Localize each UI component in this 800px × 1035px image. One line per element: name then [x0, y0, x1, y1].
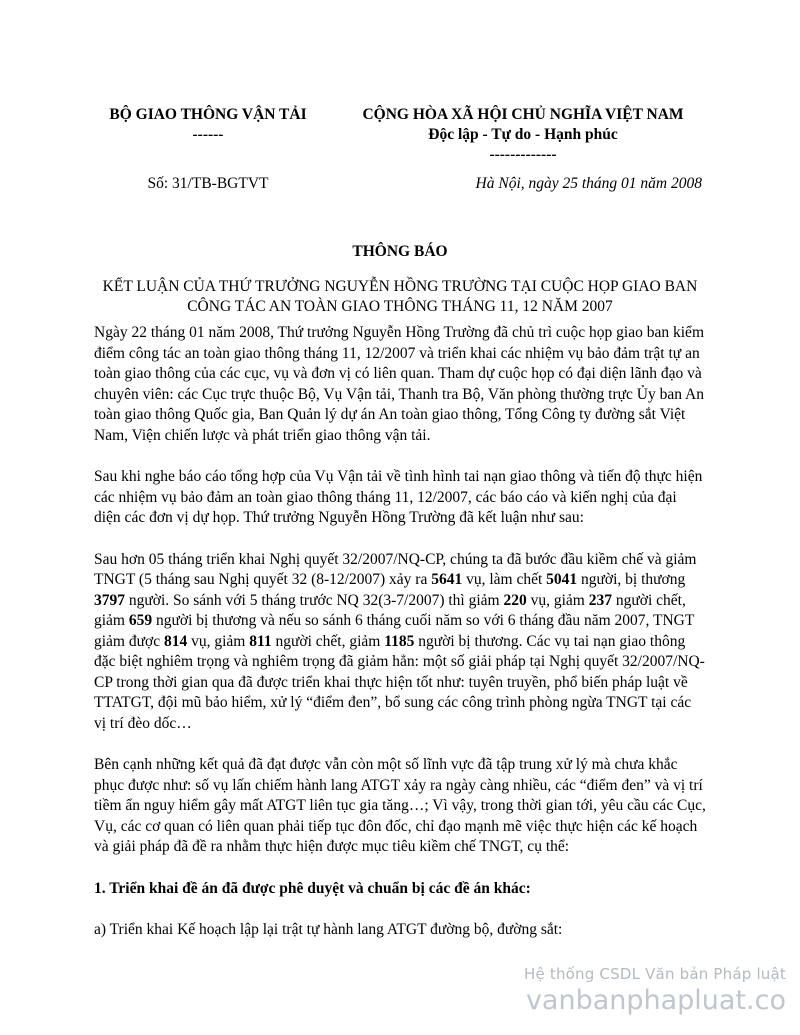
- statistic-value: 1185: [384, 632, 415, 650]
- national-motto: [340, 105, 706, 165]
- site-watermark: [524, 965, 786, 1019]
- text-run: người chết, giảm: [271, 632, 385, 650]
- document-body: [94, 323, 706, 962]
- document-info: [0, 175, 800, 197]
- statistic-value: 659: [128, 612, 153, 629]
- text-run: Sau hơn 05 tháng triển khai Nghị quyết 32/2007/NQ-CP, chúng ta đã bước đầu kiềm chế và giảm TNGT (5 tháng sau Nghị quyết 32 (8-12/2007) xảy ra: [94, 550, 697, 588]
- text-run: người bị thương và nếu so sánh 6 tháng cuối năm so với 6 tháng đầu năm 2007, TNGT giảm được: [94, 612, 695, 650]
- text-run: người, bị thương: [577, 571, 686, 588]
- document-date: Hà Nội, ngày 25 tháng 01 năm 2008: [475, 175, 702, 192]
- watermark-domain: vanbanphapluat.co: [525, 985, 786, 1016]
- motto: Độc lập - Tự do - Hạnh phúc: [428, 126, 618, 143]
- agency-divider: ------: [192, 126, 224, 143]
- document-header: [0, 105, 800, 165]
- text-run: người bị thương. Các vụ tai nạn giao thông đặc biệt nghiêm trọng và nghiêm trọng đã giảm hẳn: một số giải pháp tại Nghị quyết 32/2007/NQ-CP trong thời gian qua đã được triển khai thực hiện tốt như: tuyên truyền, phổ biến pháp luật về TTATGT, đội mũ bảo hiểm, xử lý “điểm đen”, bổ sung các công trình phòng ngừa TNGT tại các vị trí đèo dốc…: [94, 632, 705, 732]
- paragraph-5: a) Triển khai Kế hoạch lập lại trật tự hành lang ATGT đường bộ, đường sắt:: [94, 921, 563, 938]
- agency-name: BỘ GIAO THÔNG VẬN TẢI: [109, 106, 307, 123]
- issuing-agency: [95, 105, 321, 145]
- statistic-value: 237: [588, 591, 612, 609]
- document-subtitle: KẾT LUẬN CỦA THỨ TRƯỞNG NGUYỄN HỒNG TRƯỜNG TẠI CUỘC HỌP GIAO BAN CÔNG TÁC AN TOÀN GIAO THÔNG THÁNG 11, 12 NĂM 2007: [102, 278, 698, 315]
- statistic-value: 5641: [431, 571, 463, 588]
- watermark-caption: Hệ thống CSDL Văn bản Pháp luật: [523, 965, 786, 983]
- paragraph-3: [94, 550, 706, 735]
- text-run: vụ, làm chết: [462, 571, 547, 588]
- statistic-value: 3797: [94, 591, 125, 609]
- statistic-value: 814: [163, 632, 188, 650]
- country-name: CỘNG HÒA XÃ HỘI CHỦ NGHĨA VIỆT NAM: [362, 106, 684, 123]
- text-run: vụ, giảm: [526, 591, 589, 609]
- text-run: vụ, giảm: [187, 632, 250, 650]
- paragraph-1: Ngày 22 tháng 01 năm 2008, Thứ trưởng Nguyễn Hồng Trường đã chủ trì cuộc họp giao ban kiểm điểm công tác an toàn giao thông tháng 11, 12/2007 và triển khai các nhiệm vụ bảo đảm trật tự an toàn giao thông của các cục, vụ và đơn vị có liên quan. Tham dự cuộc họp có đại diện lãnh đạo và chuyên viên: các Cục trực thuộc Bộ, Vụ Vận tải, Thanh tra Bộ, Văn phòng thường trực Ủy ban An toàn giao thông Quốc gia, Ban Quản lý dự án An toàn giao thông, Tổng Công ty đường sắt Việt Nam, Viện chiến lược và phát triển giao thông vận tải.: [94, 324, 704, 444]
- statistic-value: 811: [249, 632, 272, 650]
- document-number: Số: 31/TB-BGTVT: [147, 175, 269, 192]
- text-run: người. So sánh với 5 tháng trước NQ 32(3-7/2007) thì giảm: [125, 591, 504, 609]
- document-title: THÔNG BÁO: [352, 243, 448, 260]
- text-run: người chết, giảm: [94, 591, 686, 629]
- paragraph-4: Bên cạnh những kết quả đã đạt được vẫn còn một số lĩnh vực đã tập trung xử lý mà chưa khắc phục được như: số vụ lấn chiếm hành lang ATGT xảy ra ngày càng nhiều, các “điểm đen” và vị trí tiềm ẩn nguy hiểm gây mất ATGT liên tục gia tăng…; Vì vậy, trong thời gian tới, yêu cầu các Cục, Vụ, các cơ quan có liên quan phải tiếp tục đôn đốc, chỉ đạo mạnh mẽ việc thực hiện các kế hoạch và giải pháp đã đề ra nhằm thực hiện được mục tiêu kiềm chế TNGT, cụ thể:: [94, 756, 706, 855]
- section-heading-1: 1. Triển khai đề án đã được phê duyệt và chuẩn bị các đề án khác:: [94, 879, 531, 897]
- statistic-value: 220: [503, 591, 527, 609]
- statistic-value: 5041: [546, 571, 578, 588]
- paragraph-2: Sau khi nghe báo cáo tổng hợp của Vụ Vận tải về tình hình tai nạn giao thông và tiến độ thực hiện các nhiệm vụ bảo đảm an toàn giao thông tháng 11, 12/2007, các báo cáo và kiến nghị của đại diện các đơn vị dự họp. Thứ trưởng Nguyễn Hồng Trường đã kết luận như sau:: [94, 468, 703, 526]
- motto-divider: -------------: [489, 146, 557, 163]
